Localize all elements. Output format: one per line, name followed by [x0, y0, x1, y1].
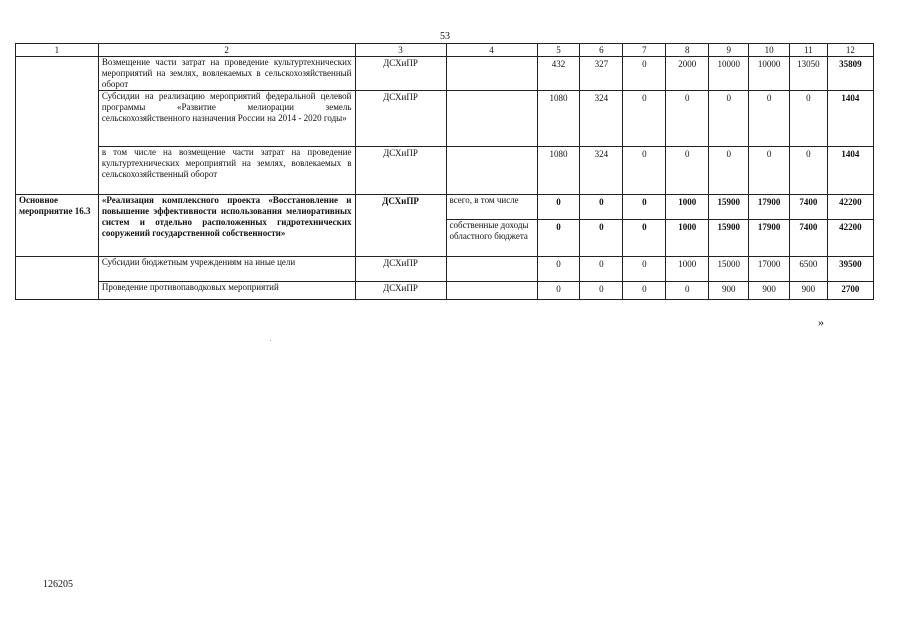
table-row — [16, 57, 874, 91]
value-cell: 15000 — [709, 257, 749, 282]
value-cell: 0 — [709, 91, 749, 147]
value-cell: 17000 — [749, 257, 790, 282]
col-header: 6 — [580, 44, 623, 57]
value-cell: 0 — [623, 147, 666, 195]
value-cell: 1000 — [666, 220, 709, 257]
funding-source-cell: собственные доходы областного бюджета — [446, 220, 537, 257]
funding-source-cell — [446, 282, 537, 300]
scan-speck — [270, 340, 271, 341]
value-cell: 1080 — [537, 91, 580, 147]
value-cell: 13050 — [790, 57, 828, 91]
value-cell: 2000 — [666, 57, 709, 91]
responsible-cell: ДСХиПР — [355, 195, 446, 257]
total-cell: 2700 — [827, 282, 873, 300]
table-row — [16, 282, 874, 300]
value-cell: 0 — [623, 57, 666, 91]
col-header: 7 — [623, 44, 666, 57]
col-header: 4 — [446, 44, 537, 57]
value-cell: 0 — [790, 147, 828, 195]
value-cell: 1000 — [666, 195, 709, 220]
responsible-cell: ДСХиПР — [355, 57, 446, 91]
col-header: 12 — [827, 44, 873, 57]
funding-source-cell — [446, 257, 537, 282]
measure-description: Возмещение части затрат на проведение культуртехнических мероприятий на землях, вовлекаемых в сельскохозяйственный оборот — [98, 57, 355, 91]
value-cell: 6500 — [790, 257, 828, 282]
value-cell: 0 — [709, 147, 749, 195]
total-cell: 1404 — [827, 147, 873, 195]
col-header: 11 — [790, 44, 828, 57]
measure-description: Проведение противопаводковых мероприятий — [98, 282, 355, 300]
table-row — [16, 257, 874, 282]
table-row — [16, 91, 874, 147]
col-header: 5 — [537, 44, 580, 57]
closing-quote-mark: » — [818, 315, 824, 329]
value-cell: 0 — [749, 91, 790, 147]
value-cell: 324 — [580, 147, 623, 195]
total-cell: 39500 — [827, 257, 873, 282]
measure-cell: Основное мероприятие 16.3 — [16, 195, 99, 257]
value-cell: 0 — [580, 195, 623, 220]
table-row — [16, 147, 874, 195]
col-header: 3 — [355, 44, 446, 57]
funding-source-cell: всего, в том числе — [446, 195, 537, 220]
value-cell: 0 — [580, 282, 623, 300]
value-cell: 0 — [623, 282, 666, 300]
value-cell: 0 — [580, 220, 623, 257]
value-cell: 15900 — [709, 195, 749, 220]
document-id: 126205 — [43, 579, 73, 590]
value-cell: 10000 — [709, 57, 749, 91]
value-cell: 1080 — [537, 147, 580, 195]
value-cell: 0 — [666, 91, 709, 147]
value-cell: 7400 — [790, 220, 828, 257]
value-cell: 0 — [537, 195, 580, 220]
value-cell: 0 — [537, 220, 580, 257]
value-cell: 10000 — [749, 57, 790, 91]
value-cell: 324 — [580, 91, 623, 147]
budget-table — [15, 43, 874, 300]
value-cell: 0 — [623, 220, 666, 257]
measure-cell — [16, 57, 99, 195]
value-cell: 0 — [537, 282, 580, 300]
value-cell: 0 — [790, 91, 828, 147]
value-cell: 327 — [580, 57, 623, 91]
value-cell: 1000 — [666, 257, 709, 282]
measure-cell — [16, 257, 99, 300]
responsible-cell: ДСХиПР — [355, 282, 446, 300]
value-cell: 0 — [623, 195, 666, 220]
value-cell: 900 — [749, 282, 790, 300]
value-cell: 0 — [666, 282, 709, 300]
measure-description: Субсидии бюджетным учреждениям на иные цели — [98, 257, 355, 282]
total-cell: 42200 — [827, 220, 873, 257]
responsible-cell: ДСХиПР — [355, 257, 446, 282]
responsible-cell: ДСХиПР — [355, 147, 446, 195]
measure-description: «Реализация комплексного проекта «Восстановление и повышение эффективности использования мелиоративных систем и отдельно расположенных гидротехнических сооружений государственной собственности» — [98, 195, 355, 257]
value-cell: 0 — [537, 257, 580, 282]
funding-source-cell — [446, 147, 537, 195]
value-cell: 7400 — [790, 195, 828, 220]
value-cell: 900 — [790, 282, 828, 300]
col-header: 2 — [98, 44, 355, 57]
page-number: 53 — [440, 31, 450, 42]
responsible-cell: ДСХиПР — [355, 91, 446, 147]
total-cell: 1404 — [827, 91, 873, 147]
table-row — [16, 195, 874, 220]
header-row — [16, 44, 874, 57]
value-cell: 900 — [709, 282, 749, 300]
col-header: 1 — [16, 44, 99, 57]
value-cell: 0 — [623, 91, 666, 147]
total-cell: 42200 — [827, 195, 873, 220]
funding-source-cell — [446, 91, 537, 147]
value-cell: 0 — [580, 257, 623, 282]
value-cell: 17900 — [749, 195, 790, 220]
measure-description: Субсидии на реализацию мероприятий федеральной целевой программы «Развитие мелиорации земель сельскохозяйственного назначения России на 2014 - 2020 годы» — [98, 91, 355, 147]
value-cell: 0 — [666, 147, 709, 195]
value-cell: 17900 — [749, 220, 790, 257]
col-header: 9 — [709, 44, 749, 57]
measure-description: в том числе на возмещение части затрат на проведение культуртехнических мероприятий на землях, вовлекаемых в сельскохозяйственный оборот — [98, 147, 355, 195]
value-cell: 15900 — [709, 220, 749, 257]
col-header: 8 — [666, 44, 709, 57]
value-cell: 0 — [623, 257, 666, 282]
col-header: 10 — [749, 44, 790, 57]
total-cell: 35809 — [827, 57, 873, 91]
funding-source-cell — [446, 57, 537, 91]
value-cell: 432 — [537, 57, 580, 91]
value-cell: 0 — [749, 147, 790, 195]
